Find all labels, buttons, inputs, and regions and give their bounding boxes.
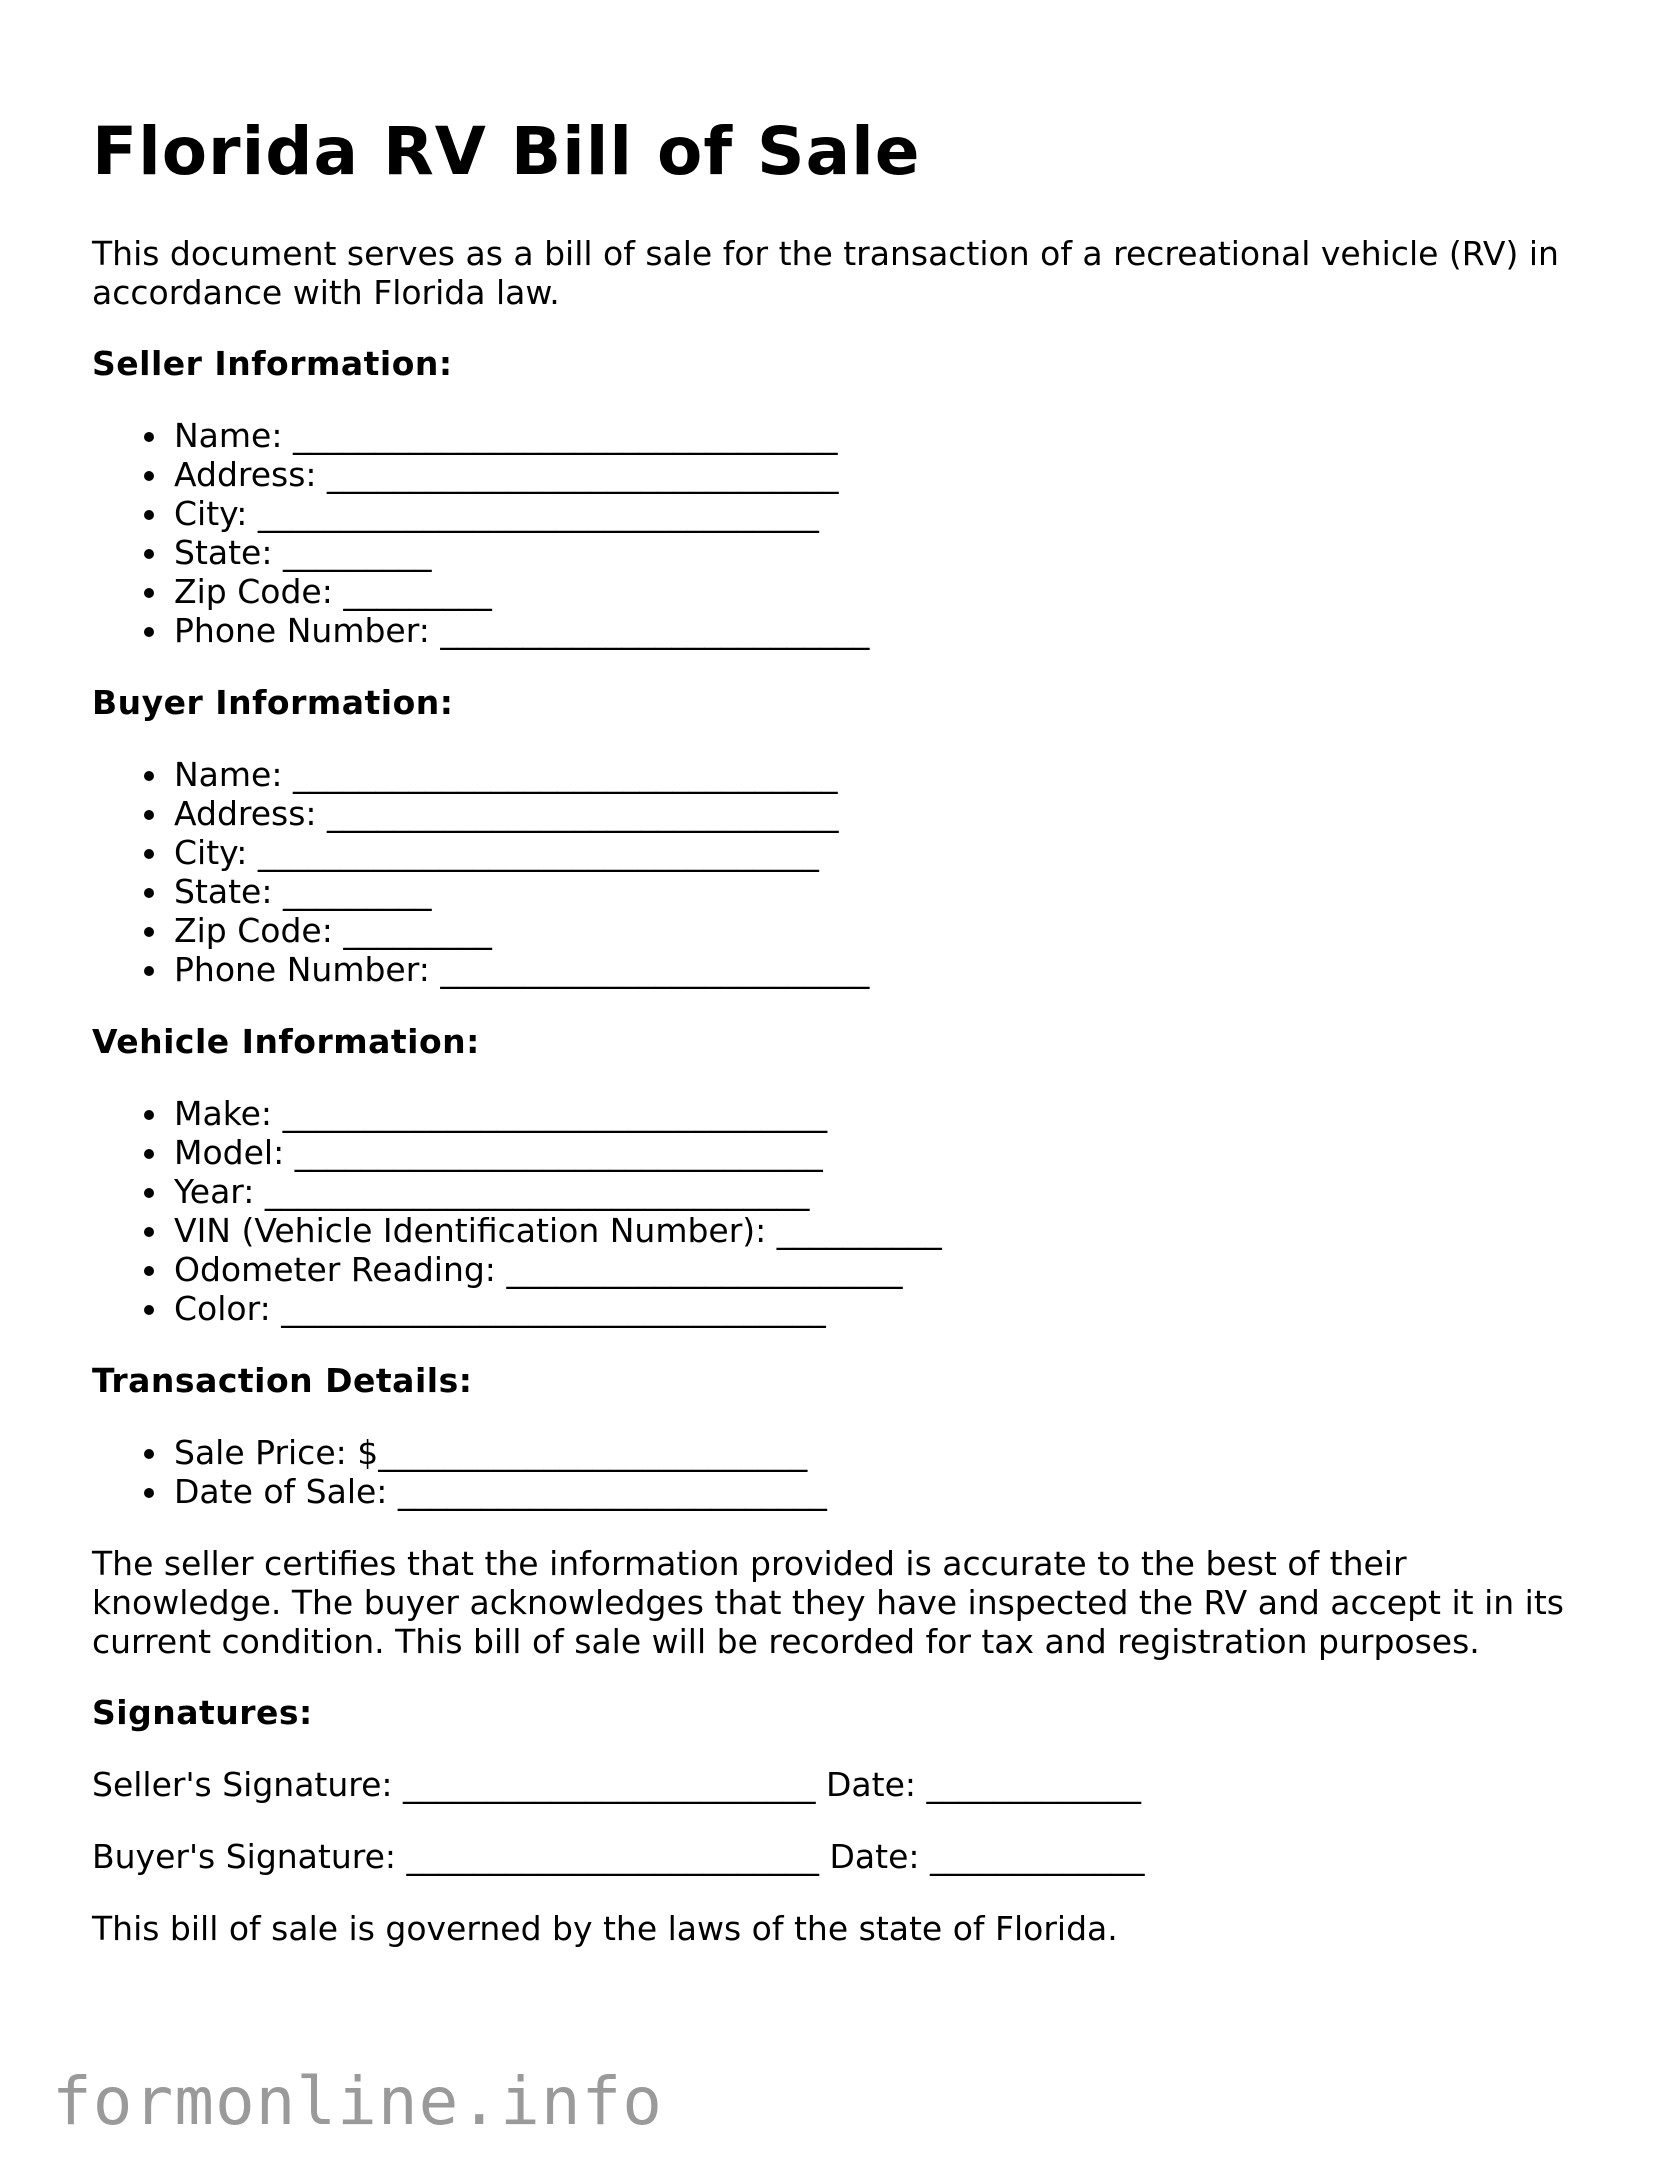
field-label: Model: bbox=[174, 1133, 285, 1172]
address-blank[interactable]: _______________________________ bbox=[327, 455, 839, 494]
city-blank[interactable]: __________________________________ bbox=[257, 833, 819, 872]
field-label: Address: bbox=[174, 794, 317, 833]
seller-name-item bbox=[174, 416, 1592, 455]
date-of-sale-item bbox=[174, 1472, 1592, 1511]
field-label: City: bbox=[174, 494, 248, 533]
document-title: Florida RV Bill of Sale bbox=[92, 113, 921, 190]
field-label: Phone Number: bbox=[174, 950, 430, 989]
city-blank[interactable]: __________________________________ bbox=[257, 494, 819, 533]
field-label: Odometer Reading: bbox=[174, 1250, 496, 1289]
address-blank[interactable]: _______________________________ bbox=[327, 794, 839, 833]
sale-price-item bbox=[174, 1433, 1592, 1472]
governing-law-paragraph: This bill of sale is governed by the laws of the state of Florida. bbox=[92, 1909, 1118, 1948]
signatures-heading: Signatures: bbox=[92, 1693, 313, 1732]
name-blank[interactable]: _________________________________ bbox=[292, 416, 838, 455]
field-label: Date of Sale: bbox=[174, 1472, 388, 1511]
transaction-list bbox=[92, 1433, 1592, 1511]
vehicle-odometer-item bbox=[174, 1250, 1592, 1289]
buyer-heading: Buyer Information: bbox=[92, 683, 454, 722]
seller-zip-item bbox=[174, 572, 1592, 611]
buyer-state-item bbox=[174, 872, 1592, 911]
vehicle-make-item bbox=[174, 1094, 1592, 1133]
field-label: Year: bbox=[174, 1172, 255, 1211]
sale-price-blank[interactable]: __________________________ bbox=[378, 1433, 808, 1472]
buyer-name-item bbox=[174, 755, 1592, 794]
model-blank[interactable]: ________________________________ bbox=[294, 1133, 823, 1172]
vehicle-color-item bbox=[174, 1289, 1592, 1328]
intro-paragraph: This document serves as a bill of sale for the transaction of a recreational vehicle (RV) in accordance with Florida law. bbox=[92, 234, 1559, 312]
document-page bbox=[92, 112, 1592, 1980]
field-label: Name: bbox=[174, 755, 283, 794]
date-of-sale-blank[interactable]: __________________________ bbox=[397, 1472, 827, 1511]
vehicle-heading: Vehicle Information: bbox=[92, 1022, 480, 1061]
vehicle-vin-item bbox=[174, 1211, 1592, 1250]
transaction-heading: Transaction Details: bbox=[92, 1361, 473, 1400]
seller-list bbox=[92, 416, 1592, 650]
field-label: State: bbox=[174, 533, 273, 572]
field-label: Address: bbox=[174, 455, 317, 494]
buyer-address-item bbox=[174, 794, 1592, 833]
phone-blank[interactable]: __________________________ bbox=[440, 950, 870, 989]
field-label: VIN (Vehicle Identification Number): bbox=[174, 1211, 767, 1250]
field-label: Name: bbox=[174, 416, 283, 455]
field-label: Phone Number: bbox=[174, 611, 430, 650]
certification-paragraph: The seller certifies that the information provided is accurate to the best of their knowledge. The buyer acknowledges that they have inspected the RV and accept it in its current condition. This bill of sale will be recorded for tax and registration purposes. bbox=[92, 1544, 1564, 1661]
field-label: Zip Code: bbox=[174, 572, 333, 611]
make-blank[interactable]: _________________________________ bbox=[282, 1094, 828, 1133]
vehicle-model-item bbox=[174, 1133, 1592, 1172]
watermark-text: formonline.info bbox=[52, 2063, 664, 2140]
seller-address-item bbox=[174, 455, 1592, 494]
seller-city-item bbox=[174, 494, 1592, 533]
vehicle-list bbox=[92, 1094, 1592, 1328]
field-label: Zip Code: bbox=[174, 911, 333, 950]
zip-blank[interactable]: _________ bbox=[343, 572, 492, 611]
vin-blank[interactable]: __________ bbox=[776, 1211, 942, 1250]
field-label: Sale Price: $ bbox=[174, 1433, 379, 1472]
name-blank[interactable]: _________________________________ bbox=[292, 755, 838, 794]
seller-signature-line[interactable]: Seller's Signature: _________________________ Date: _____________ bbox=[92, 1765, 1141, 1804]
buyer-phone-item bbox=[174, 950, 1592, 989]
state-blank[interactable]: _________ bbox=[282, 533, 432, 572]
field-label: Make: bbox=[174, 1094, 273, 1133]
seller-phone-item bbox=[174, 611, 1592, 650]
state-blank[interactable]: _________ bbox=[282, 872, 432, 911]
field-label: Color: bbox=[174, 1289, 271, 1328]
color-blank[interactable]: _________________________________ bbox=[281, 1289, 826, 1328]
buyer-zip-item bbox=[174, 911, 1592, 950]
seller-state-item bbox=[174, 533, 1592, 572]
field-label: City: bbox=[174, 833, 248, 872]
phone-blank[interactable]: __________________________ bbox=[440, 611, 870, 650]
buyer-city-item bbox=[174, 833, 1592, 872]
year-blank[interactable]: _________________________________ bbox=[264, 1172, 810, 1211]
buyer-list bbox=[92, 755, 1592, 989]
seller-heading: Seller Information: bbox=[92, 344, 453, 383]
buyer-signature-line[interactable]: Buyer's Signature: _________________________ Date: _____________ bbox=[92, 1837, 1145, 1876]
field-label: State: bbox=[174, 872, 273, 911]
vehicle-year-item bbox=[174, 1172, 1592, 1211]
odometer-blank[interactable]: ________________________ bbox=[506, 1250, 903, 1289]
zip-blank[interactable]: _________ bbox=[343, 911, 492, 950]
